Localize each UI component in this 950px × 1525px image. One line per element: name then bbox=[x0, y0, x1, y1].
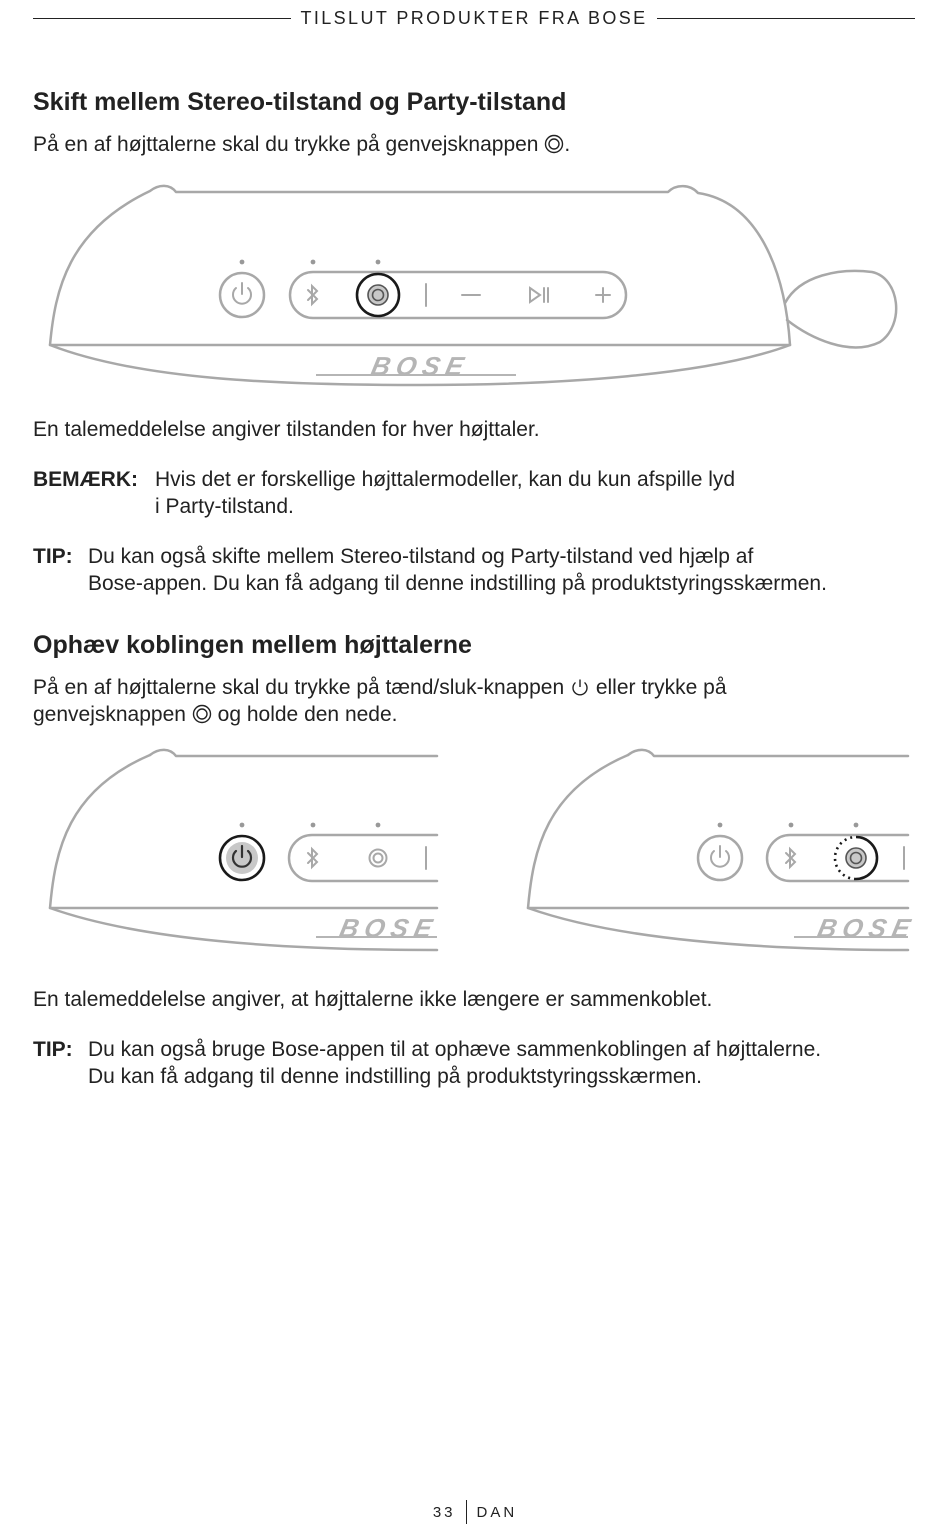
header-rule-left bbox=[33, 18, 291, 19]
play-pause-icon bbox=[530, 288, 548, 302]
led-bluetooth bbox=[311, 260, 316, 265]
section1-intro-text: På en af højttalerne skal du trykke på genvejsknappen bbox=[33, 133, 539, 156]
section2-intro-1b: eller trykke på bbox=[595, 676, 727, 699]
power-icon bbox=[233, 283, 251, 304]
speaker-body-outline bbox=[150, 750, 437, 756]
bluetooth-icon bbox=[308, 286, 317, 304]
section1-intro bbox=[33, 131, 570, 158]
led-shortcut bbox=[376, 260, 381, 265]
tip1-line-1: Du kan også skifte mellem Stereo-tilstand og Party-tilstand ved hjælp af bbox=[88, 545, 754, 568]
led-power bbox=[240, 823, 245, 828]
tip2-line-2: Du kan få adgang til denne indstilling på produktstyringsskærmen. bbox=[88, 1065, 703, 1088]
footer-separator bbox=[466, 1500, 467, 1524]
section1-heading: Skift mellem Stereo-tilstand og Party-tilstand bbox=[33, 88, 567, 116]
bluetooth-icon bbox=[308, 849, 317, 867]
speaker-illustration-stereo-party bbox=[0, 180, 950, 395]
tip1-label-text: TIP: bbox=[33, 545, 73, 568]
led-bluetooth bbox=[789, 823, 794, 828]
speaker-body-outline bbox=[628, 750, 908, 756]
shortcut-button-highlighted bbox=[357, 274, 399, 316]
bose-logo: BOSE bbox=[814, 913, 919, 943]
section2-after: En talemeddelelse angiver, at højttalerne ikke længere er sammenkoblet. bbox=[33, 988, 713, 1011]
section2-intro-2a: genvejsknappen bbox=[33, 703, 186, 726]
shortcut-button-icon bbox=[544, 134, 564, 154]
tip1-line-2: Bose-appen. Du kan få adgang til denne indstilling på produktstyringsskærmen. bbox=[88, 572, 827, 595]
power-button bbox=[698, 836, 742, 880]
note-line-1: Hvis det er forskellige højttalermodeller, kan du kun afspille lyd bbox=[155, 468, 736, 491]
led-power bbox=[718, 823, 723, 828]
led-bluetooth bbox=[311, 823, 316, 828]
shortcut-button-icon bbox=[370, 850, 387, 867]
section2-intro-1a: På en af højttalerne skal du trykke på tænd/sluk-knappen bbox=[33, 676, 565, 699]
page-header bbox=[33, 6, 915, 30]
section1-intro-end: . bbox=[564, 133, 571, 156]
speaker-loop-strap bbox=[785, 271, 896, 347]
page-number: 33 bbox=[432, 1503, 456, 1521]
note-line-2: i Party-tilstand. bbox=[155, 495, 294, 518]
header-rule-right bbox=[657, 18, 915, 19]
shortcut-button-icon bbox=[192, 704, 212, 724]
bose-logo: BOSE bbox=[336, 913, 441, 943]
page-footer bbox=[0, 1500, 950, 1524]
tip1-label bbox=[33, 543, 73, 570]
section2-heading: Ophæv koblingen mellem højttalerne bbox=[33, 631, 472, 659]
led-power bbox=[240, 260, 245, 265]
led-shortcut bbox=[854, 823, 859, 828]
language-code: DAN bbox=[476, 1503, 518, 1521]
note-label bbox=[33, 466, 138, 493]
speaker-illustration-power-hold bbox=[0, 740, 441, 955]
speaker-illustration-shortcut-hold bbox=[478, 740, 919, 955]
note-label-text: BEMÆRK: bbox=[33, 468, 138, 491]
led-shortcut bbox=[376, 823, 381, 828]
power-icon bbox=[570, 677, 590, 697]
section2-intro-2b: og holde den nede. bbox=[217, 703, 398, 726]
section2-intro-line-1 bbox=[33, 674, 727, 701]
bluetooth-icon bbox=[786, 849, 795, 867]
section1-after: En talemeddelelse angiver tilstanden for hver højttaler. bbox=[33, 418, 540, 441]
header-title: TILSLUT PRODUKTER FRA BOSE bbox=[300, 7, 648, 28]
shortcut-button-hold-highlighted bbox=[835, 837, 877, 879]
tip2-label-text: TIP: bbox=[33, 1038, 73, 1061]
power-button-highlighted bbox=[220, 836, 264, 880]
tip2-line-1: Du kan også bruge Bose-appen til at ophæve sammenkoblingen af højttalerne. bbox=[88, 1038, 822, 1061]
control-pill bbox=[290, 272, 626, 318]
tip2-label bbox=[33, 1036, 73, 1063]
bose-logo: BOSE bbox=[368, 351, 473, 381]
section2-intro-line-2 bbox=[33, 701, 398, 728]
volume-up-icon bbox=[596, 288, 610, 302]
